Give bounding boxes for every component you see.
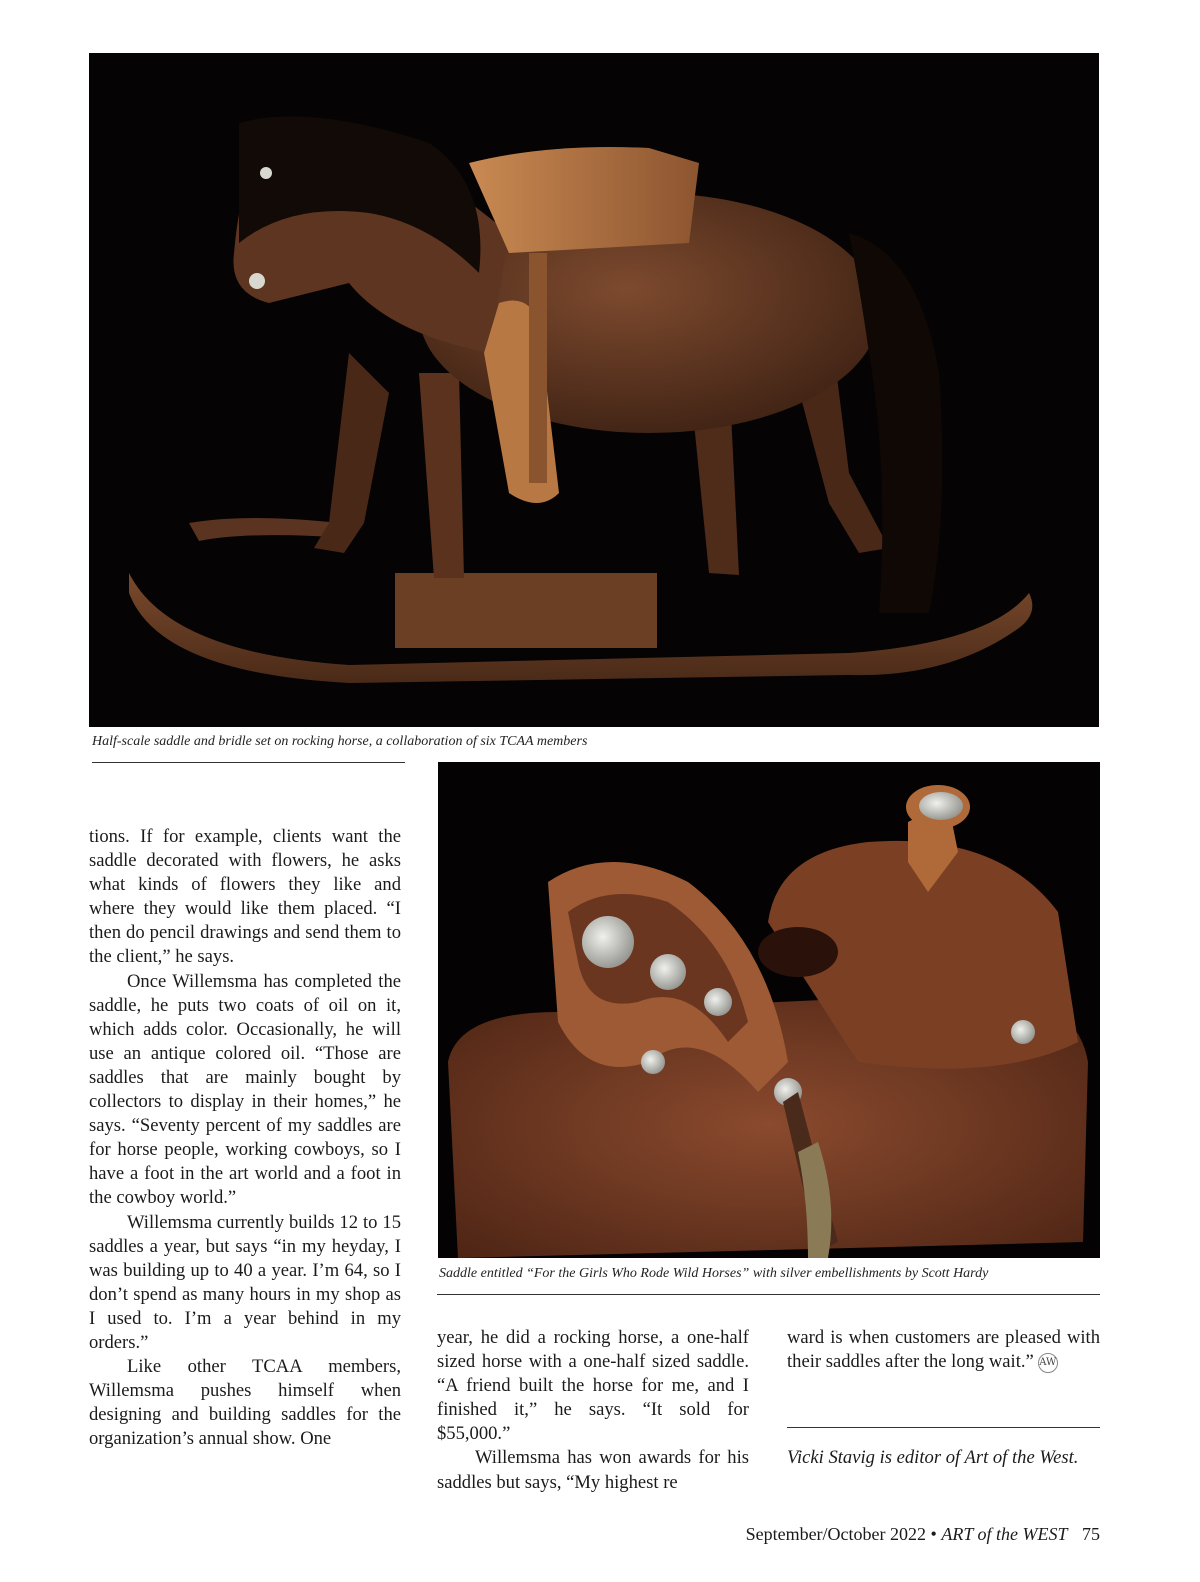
- photo-caption-rocking-horse: Half-scale saddle and bridle set on rocking horse, a collaboration of six TCAA members: [92, 734, 588, 749]
- article-column-2: [437, 1326, 749, 1495]
- article-column-3: [787, 1326, 1100, 1374]
- photo-rocking-horse: [89, 53, 1099, 727]
- paragraph: year, he did a rocking horse, a one-half sized horse with a one-half sized saddle. “A friend built the horse for me, and I finished it,” he says. “It sold for $55,000.”: [437, 1327, 749, 1445]
- caption-rule-left: [92, 762, 405, 763]
- article-column-1: [89, 825, 401, 1451]
- paragraph: Willemsma has won awards for his saddles but says, “My highest re: [437, 1447, 749, 1493]
- caption-rule-right: [437, 1294, 1100, 1295]
- paragraph-text: ward is when customers are pleased with their saddles after the long wait.”: [787, 1327, 1100, 1373]
- footer-magazine-name: ART of the WEST: [941, 1524, 1068, 1544]
- paragraph: [787, 1326, 1100, 1374]
- footer-issue: September/October 2022 •: [745, 1524, 937, 1544]
- end-mark-logo: AW: [1038, 1353, 1058, 1373]
- paragraph: Once Willemsma has completed the saddle, he puts two coats of oil on it, which adds color. Occasionally, he will use an antique colored oil. “Those are saddles that are mainly bought by collectors to display in their homes,” he says. “Seventy percent of my saddles are for horse people, working cowboys, so I have a foot in the art world and a foot in the cowboy world.”: [89, 970, 401, 1209]
- paragraph: Like other TCAA members, Willemsma pushes himself when designing and building saddles for the organization’s annual show. One: [89, 1356, 401, 1450]
- photo-caption-saddle: Saddle entitled “For the Girls Who Rode Wild Horses” with silver embellishments by Scott Hardy: [439, 1266, 989, 1281]
- author-byline: Vicki Stavig is editor of Art of the West.: [787, 1447, 1079, 1468]
- page-footer: [746, 1524, 1100, 1545]
- photo-saddle: [438, 762, 1100, 1258]
- byline-rule: [787, 1427, 1100, 1428]
- paragraph: Willemsma currently builds 12 to 15 saddles a year, but says “in my heyday, I was building up to 40 a year. I’m 64, so I don’t spend as many hours in my shop as I used to. I’m a year behind in my orders.”: [89, 1211, 401, 1353]
- page-number: 75: [1082, 1524, 1100, 1544]
- paragraph: tions. If for example, clients want the saddle decorated with flowers, he asks what kinds of flowers they like and where they would like them placed. “I then do pencil drawings and send them to the client,” he says.: [89, 826, 401, 968]
